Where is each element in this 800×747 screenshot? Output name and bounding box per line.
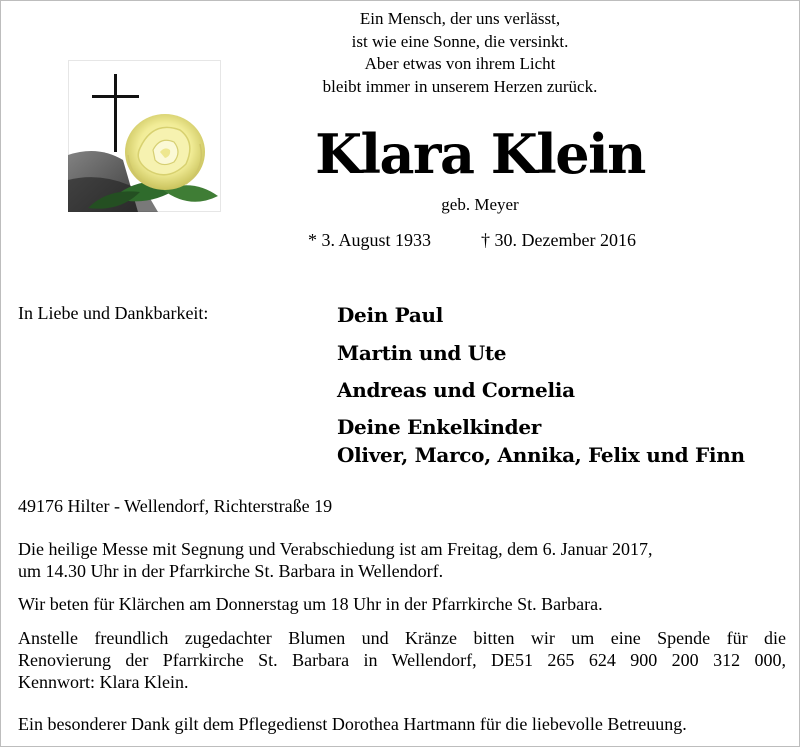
born-name: geb. Meyer [441, 195, 519, 214]
mass-line: Die heilige Messe mit Segnung und Verabschiedung ist am Freitag, dem 6. Januar 2017, [18, 539, 653, 559]
mourner-line: Deine Enkelkinder [337, 415, 542, 439]
mourners-intro: In Liebe und Dankbarkeit: [18, 303, 209, 323]
address: 49176 Hilter - Wellendorf, Richterstraße 19 [18, 496, 333, 516]
donation-line: Kennwort: Klara Klein. [18, 672, 189, 692]
death-date: † 30. Dezember 2016 [481, 230, 636, 250]
donation-line: Renovierung der Pfarrkirche St. Barbara in Wellendorf, DE51 265 624 900 200 312 000, [18, 650, 786, 670]
mourner-line: Martin und Ute [337, 341, 507, 365]
mourner-line: Andreas und Cornelia [337, 378, 575, 402]
donation-line: Anstelle freundlich zugedachter Blumen und Kränze bitten wir um eine Spende für die [18, 628, 786, 648]
mourner-line: Dein Paul [337, 303, 444, 327]
rose-icon [125, 114, 205, 190]
prayer-paragraph: Wir beten für Klärchen am Donnerstag um 18 Uhr in der Pfarrkirche St. Barbara. [18, 594, 603, 614]
deceased-name: Klara Klein [315, 122, 645, 186]
poem-line: Aber etwas von ihrem Licht [364, 54, 556, 73]
donation-paragraph [18, 627, 786, 693]
thanks-paragraph: Ein besonderer Dank gilt dem Pflegedienst Dorothea Hartmann für die liebevolle Betreuung. [18, 714, 687, 734]
poem-line: Ein Mensch, der uns verlässt, [359, 9, 561, 28]
mourner-line: Oliver, Marco, Annika, Felix und Finn [337, 443, 745, 467]
memorial-photo [68, 60, 221, 212]
mass-line: um 14.30 Uhr in der Pfarrkirche St. Barbara in Wellendorf. [18, 561, 444, 581]
poem-line: bleibt immer in unserem Herzen zurück. [322, 76, 598, 96]
mass-paragraph [18, 538, 786, 582]
poem [300, 8, 620, 98]
poem-line: ist wie eine Sonne, die versinkt. [351, 31, 569, 51]
birth-date: * 3. August 1933 [308, 230, 432, 250]
